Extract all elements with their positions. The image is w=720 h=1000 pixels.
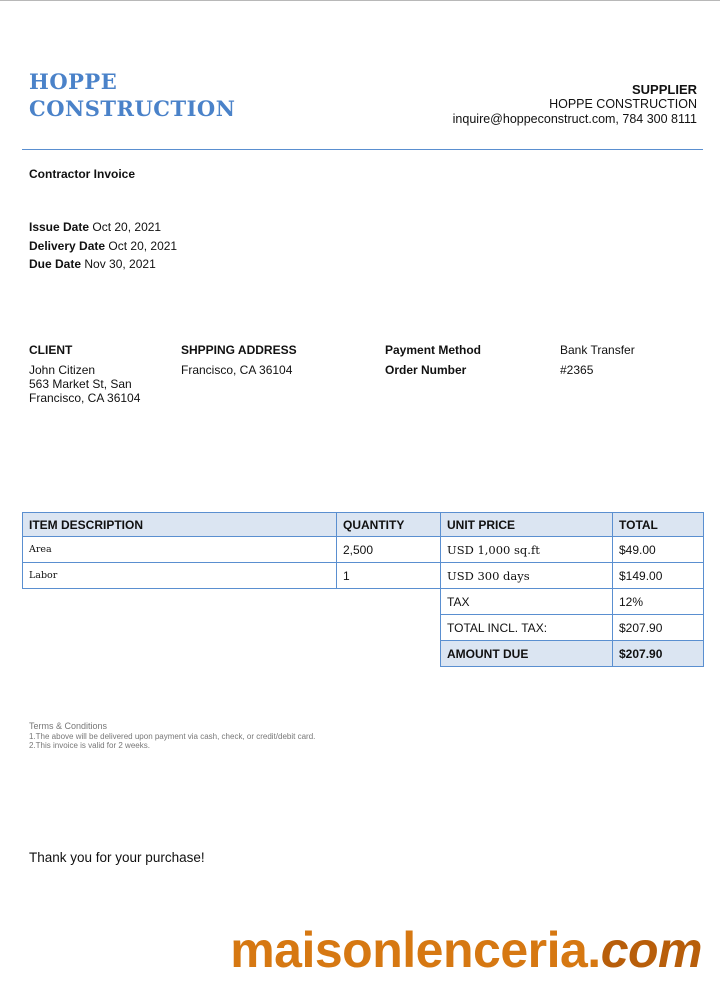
col-header-quantity: QUANTITY	[337, 513, 441, 537]
invoice-items-table	[22, 512, 704, 667]
issue-date-row	[29, 218, 177, 237]
total-incl-tax-label: TOTAL INCL. TAX:	[441, 615, 613, 641]
supplier-block	[453, 82, 697, 127]
amount-due-value: $207.90	[613, 641, 704, 667]
header-divider	[22, 149, 703, 150]
amount-due-label: AMOUNT DUE	[441, 641, 613, 667]
issue-date-label: Issue Date	[29, 220, 90, 234]
due-date-row	[29, 255, 177, 274]
shipping-label: SHPPING ADDRESS	[181, 343, 297, 357]
watermark	[230, 921, 702, 979]
payment-method-value: Bank Transfer	[560, 343, 635, 357]
document-title: Contractor Invoice	[29, 167, 136, 181]
company-name-line2: CONSTRUCTION	[29, 96, 236, 121]
top-border	[0, 0, 720, 1]
row-description: Labor	[23, 563, 337, 589]
col-header-description: ITEM DESCRIPTION	[23, 513, 337, 537]
watermark-main: maisonlenceria.	[230, 922, 601, 978]
row-unit-price: USD 300 days	[441, 563, 613, 589]
tax-value: 12%	[613, 589, 704, 615]
payment-values	[560, 343, 635, 377]
total-incl-tax-value: $207.90	[613, 615, 704, 641]
shipping-address: Francisco, CA 36104	[181, 363, 293, 377]
supplier-name: HOPPE CONSTRUCTION	[549, 97, 697, 111]
row-description: Area	[23, 537, 337, 563]
company-logo-text	[29, 68, 235, 122]
due-date-label: Due Date	[29, 257, 82, 271]
shipping-block	[181, 343, 297, 377]
terms-block	[29, 722, 315, 751]
order-number-label: Order Number	[385, 363, 467, 377]
col-header-total: TOTAL	[613, 513, 704, 537]
terms-line-2: 2.This invoice is valid for 2 weeks.	[29, 741, 150, 750]
row-quantity: 2,500	[337, 537, 441, 563]
tax-label: TAX	[441, 589, 613, 615]
due-date-value: Nov 30, 2021	[84, 257, 156, 271]
blank-cell	[23, 615, 441, 641]
delivery-date-label: Delivery Date	[29, 238, 106, 253]
company-name-line1: HOPPE	[29, 69, 118, 94]
table-row	[23, 563, 704, 589]
supplier-label: SUPPLIER	[631, 82, 697, 97]
issue-date-value: Oct 20, 2021	[92, 220, 162, 234]
order-number-value: #2365	[560, 363, 594, 377]
row-unit-price: USD 1,000 sq.ft	[441, 537, 613, 563]
blank-cell	[23, 641, 441, 667]
row-quantity: 1	[337, 563, 441, 589]
total-incl-tax-row	[23, 615, 704, 641]
row-total: $49.00	[613, 537, 704, 563]
table-header-row	[23, 513, 704, 537]
amount-due-row	[23, 641, 704, 667]
dates-block	[29, 218, 177, 274]
delivery-date-row	[29, 237, 177, 256]
client-name: John Citizen	[29, 363, 96, 377]
watermark-domain: com	[600, 922, 702, 978]
blank-cell	[23, 589, 441, 615]
client-block	[29, 343, 140, 405]
delivery-date-value: Oct 20, 2021	[108, 238, 178, 253]
tax-row	[23, 589, 704, 615]
client-label: CLIENT	[29, 343, 73, 357]
row-total: $149.00	[613, 563, 704, 589]
client-address-line1: 563 Market St, San	[29, 377, 132, 391]
terms-line-1: 1.The above will be delivered upon payment via cash, check, or credit/debit card.	[29, 731, 316, 741]
col-header-unit-price: UNIT PRICE	[441, 513, 613, 537]
thank-you-message: Thank you for your purchase!	[29, 850, 205, 865]
payment-labels	[385, 343, 481, 383]
payment-method-label: Payment Method	[385, 343, 482, 357]
supplier-contact: inquire@hoppeconstruct.com, 784 300 8111	[452, 112, 697, 126]
terms-title: Terms & Conditions	[29, 721, 108, 731]
client-address-line2: Francisco, CA 36104	[29, 391, 141, 405]
table-row	[23, 537, 704, 563]
